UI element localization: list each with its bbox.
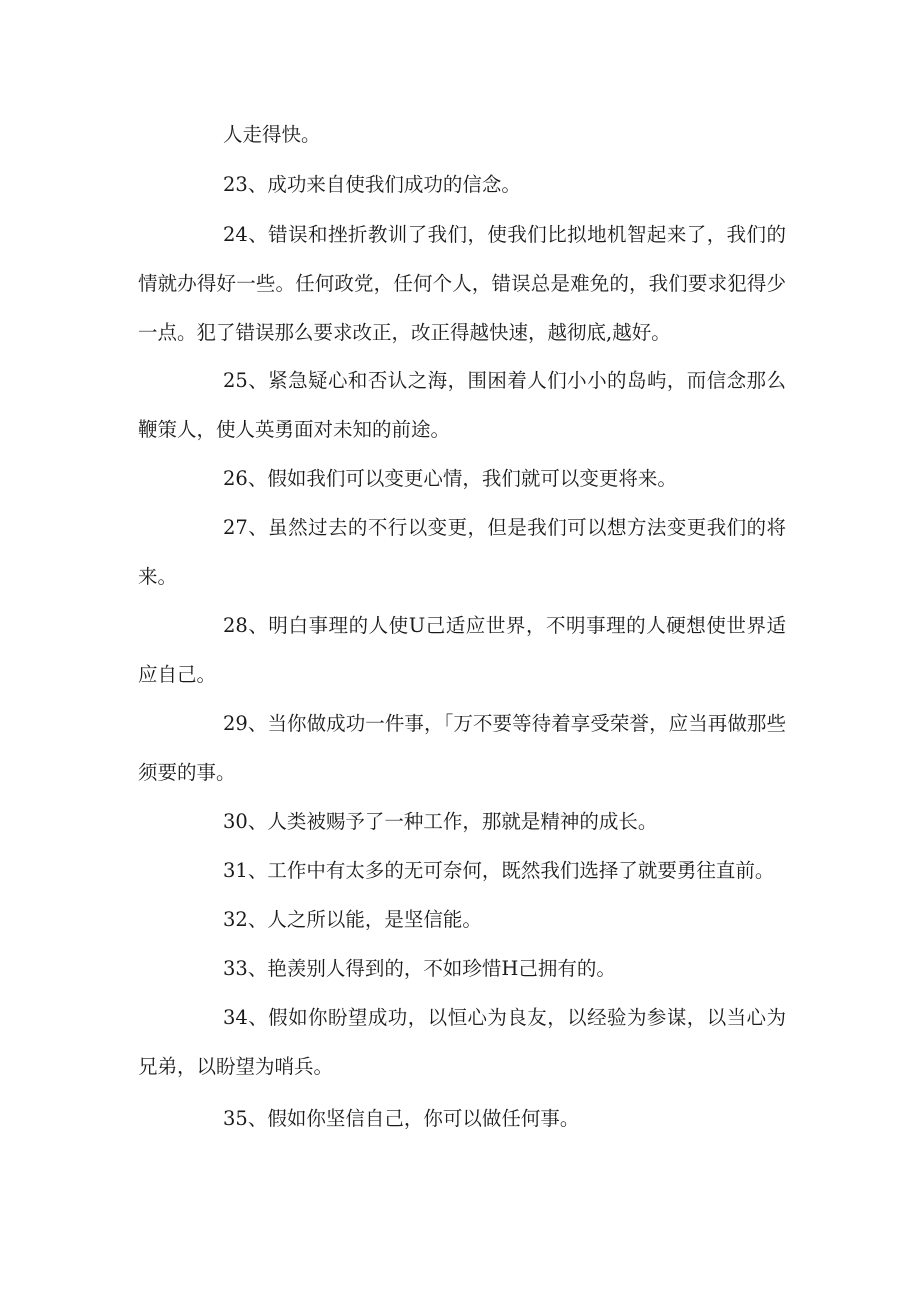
quote-33: 33、艳羡别人得到的，不如珍惜H己拥有的。 (223, 957, 616, 980)
quote-32: 32、人之所以能，是坚信能。 (223, 908, 482, 931)
quote-24: 24、错误和挫折教训了我们，使我们比拟地机智起来了，我们的情就办得好一些。任何政党，任何个人，错误总是难免的，我们要求犯得少一点。犯了错误那么要求改正，改正得越快速，越彻底,越好。 (138, 223, 786, 344)
quote-30: 30、人类被赐予了一种工作，那就是精神的成长。 (223, 810, 658, 833)
quote-26: 26、假如我们可以变更心情，我们就可以变更将来。 (223, 467, 677, 490)
paragraph-continuation: 人走得快。 (223, 123, 321, 146)
quote-29: 29、当你做成功一件事，「万不要等待着享受荣誉，应当再做那些须要的事。 (138, 712, 786, 784)
quote-25: 25、紧急疑心和否认之海，围困着人们小小的岛屿，而信念那么鞭策人，使人英勇面对未知的前途。 (138, 369, 786, 441)
quote-35: 35、假如你坚信自己，你可以做任何事。 (223, 1107, 580, 1130)
quote-31: 31、工作中有太多的无可奈何，既然我们选择了就要勇往直前。 (223, 859, 775, 882)
quote-28: 28、明白事理的人使U己适应世界，不明事理的人硬想使世界适应自己。 (138, 614, 786, 686)
quote-23: 23、成功来自使我们成功的信念。 (223, 173, 521, 196)
quote-27: 27、虽然过去的不行以变更，但是我们可以想方法变更我们的将来。 (138, 516, 786, 588)
quote-34: 34、假如你盼望成功，以恒心为良友，以经验为参谋，以当心为兄弟，以盼望为哨兵。 (138, 1006, 786, 1078)
